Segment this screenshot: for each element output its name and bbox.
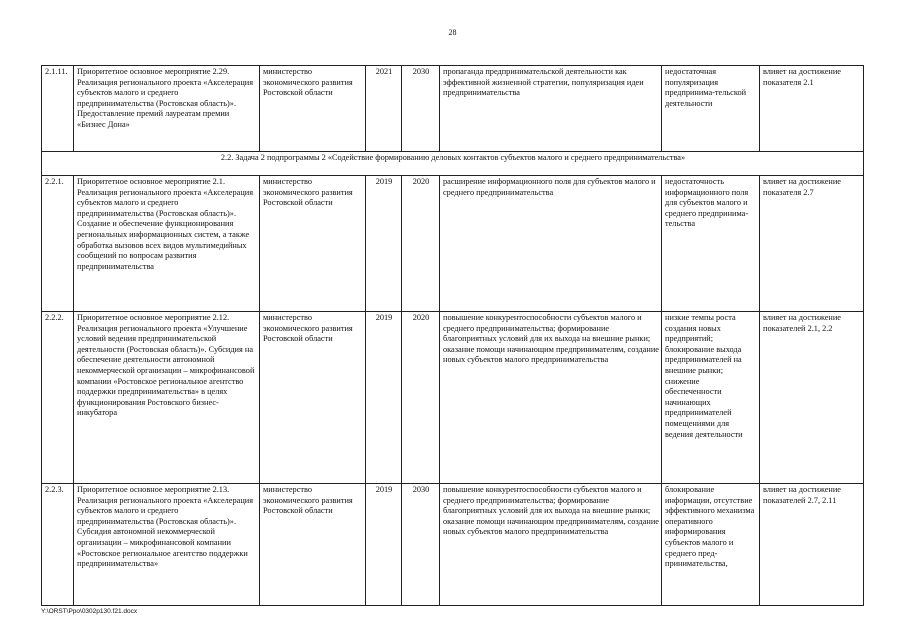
row-number: 2.2.2. bbox=[42, 312, 74, 484]
activity-cell: Приоритетное основное мероприятие 2.1. Реализация регионального проекта «Акселерация субъектов малого и среднего предпринимательства (Ростовская область)». Создание и обеспечение функционирования региональных информационных систем, а также обработка вызовов всех видов мультимедийных сообщений по вопросам развития предпринимательства bbox=[74, 176, 260, 312]
activity-cell: Приоритетное основное мероприятие 2.13. Реализация регионального проекта «Акселерация субъектов малого и среднего предпринимательства (Ростовская область)». Субсидия автономной некоммерческой организации – микрофинансовой компании «Ростовское региональное агентство поддержки предпринимательства» bbox=[74, 484, 260, 606]
row-number: 2.2.1. bbox=[42, 176, 74, 312]
end-year-cell: 2030 bbox=[402, 484, 440, 606]
end-year-cell: 2020 bbox=[402, 312, 440, 484]
page-number: 28 bbox=[448, 28, 457, 37]
consequences-cell: недостаточность информационного поля для субъектов малого и среднего предпринима-тельства bbox=[662, 176, 760, 312]
section-header: 2.2. Задача 2 подпрограммы 2 «Содействие формированию деловых контактов субъектов малого и среднего предпринимательства» bbox=[42, 152, 864, 176]
start-year-cell: 2019 bbox=[366, 312, 402, 484]
consequences-cell: низкие темпы роста создания новых предприятий; блокирование выхода предпринимателей на внешние рынки; снижение обеспеченности начинающих предпринимателей помещениями для ведения деятельности bbox=[662, 312, 760, 484]
indicator-link-cell: влияет на достижение показателя 2.1 bbox=[760, 66, 864, 152]
result-cell: повышение конкурентоспособности субъектов малого и среднего предпринимательства; формирование благоприятных условий для их выхода на внешние рынки; оказание помощи начинающим предпринимателям, создание новых субъектов малого предпринимательства bbox=[440, 484, 662, 606]
result-cell: расширение информационного поля для субъектов малого и среднего предпринимательства bbox=[440, 176, 662, 312]
executor-cell: министерство экономического развития Ростовской области bbox=[260, 66, 366, 152]
table-row bbox=[42, 176, 864, 312]
start-year-cell: 2019 bbox=[366, 484, 402, 606]
start-year-cell: 2021 bbox=[366, 66, 402, 152]
consequences-cell: блокирование информации, отсутствие эффективного механизма оперативного информирования субъектов малого и среднего пред-принимательства, bbox=[662, 484, 760, 606]
start-year-cell: 2019 bbox=[366, 176, 402, 312]
indicator-link-cell: влияет на достижение показателей 2.1, 2.2 bbox=[760, 312, 864, 484]
executor-cell: министерство экономического развития Ростовской области bbox=[260, 176, 366, 312]
executor-cell: министерство экономического развития Ростовской области bbox=[260, 312, 366, 484]
row-number: 2.1.11. bbox=[42, 66, 74, 152]
result-cell: пропаганда предпринимательской деятельности как эффективной жизненной стратегии, популяризация идеи предпринимательства bbox=[440, 66, 662, 152]
activity-cell: Приоритетное основное мероприятие 2.29. Реализация регионального проекта «Акселерация субъектов малого и среднего предпринимательства (Ростовская область)». Предоставление премий лауреатам премии «Бизнес Дона» bbox=[74, 66, 260, 152]
end-year-cell: 2030 bbox=[402, 66, 440, 152]
executor-cell: министерство экономического развития Ростовской области bbox=[260, 484, 366, 606]
table-row bbox=[42, 66, 864, 152]
result-cell: повышение конкурентоспособности субъектов малого и среднего предпринимательства; формирование благоприятных условий для их выхода на внешние рынки; оказание помощи начинающим предпринимателям, создание новых субъектов малого предпринимательства bbox=[440, 312, 662, 484]
table-row bbox=[42, 484, 864, 606]
indicator-link-cell: влияет на достижение показателей 2.7, 2.11 bbox=[760, 484, 864, 606]
section-header-row bbox=[42, 152, 864, 176]
activities-table bbox=[41, 65, 864, 606]
table-row bbox=[42, 312, 864, 484]
row-number: 2.2.3. bbox=[42, 484, 74, 606]
end-year-cell: 2020 bbox=[402, 176, 440, 312]
activity-cell: Приоритетное основное мероприятие 2.12. Реализация регионального проекта «Улучшение условий ведения предпринимательской деятельности (Ростовская область)». Субсидия на обеспечение деятельности автономной некоммерческой организации – микрофинансовой компании «Ростовское региональное агентство поддержки предпринимательства» в целях функционирования Ростовского бизнес-инкубатора bbox=[74, 312, 260, 484]
consequences-cell: недостаточная популяризация предпринима-тельской деятельности bbox=[662, 66, 760, 152]
file-path-footer: Y:\ORST\Ppo\0302p130.f21.docx bbox=[41, 608, 138, 615]
indicator-link-cell: влияет на достижение показателя 2.7 bbox=[760, 176, 864, 312]
